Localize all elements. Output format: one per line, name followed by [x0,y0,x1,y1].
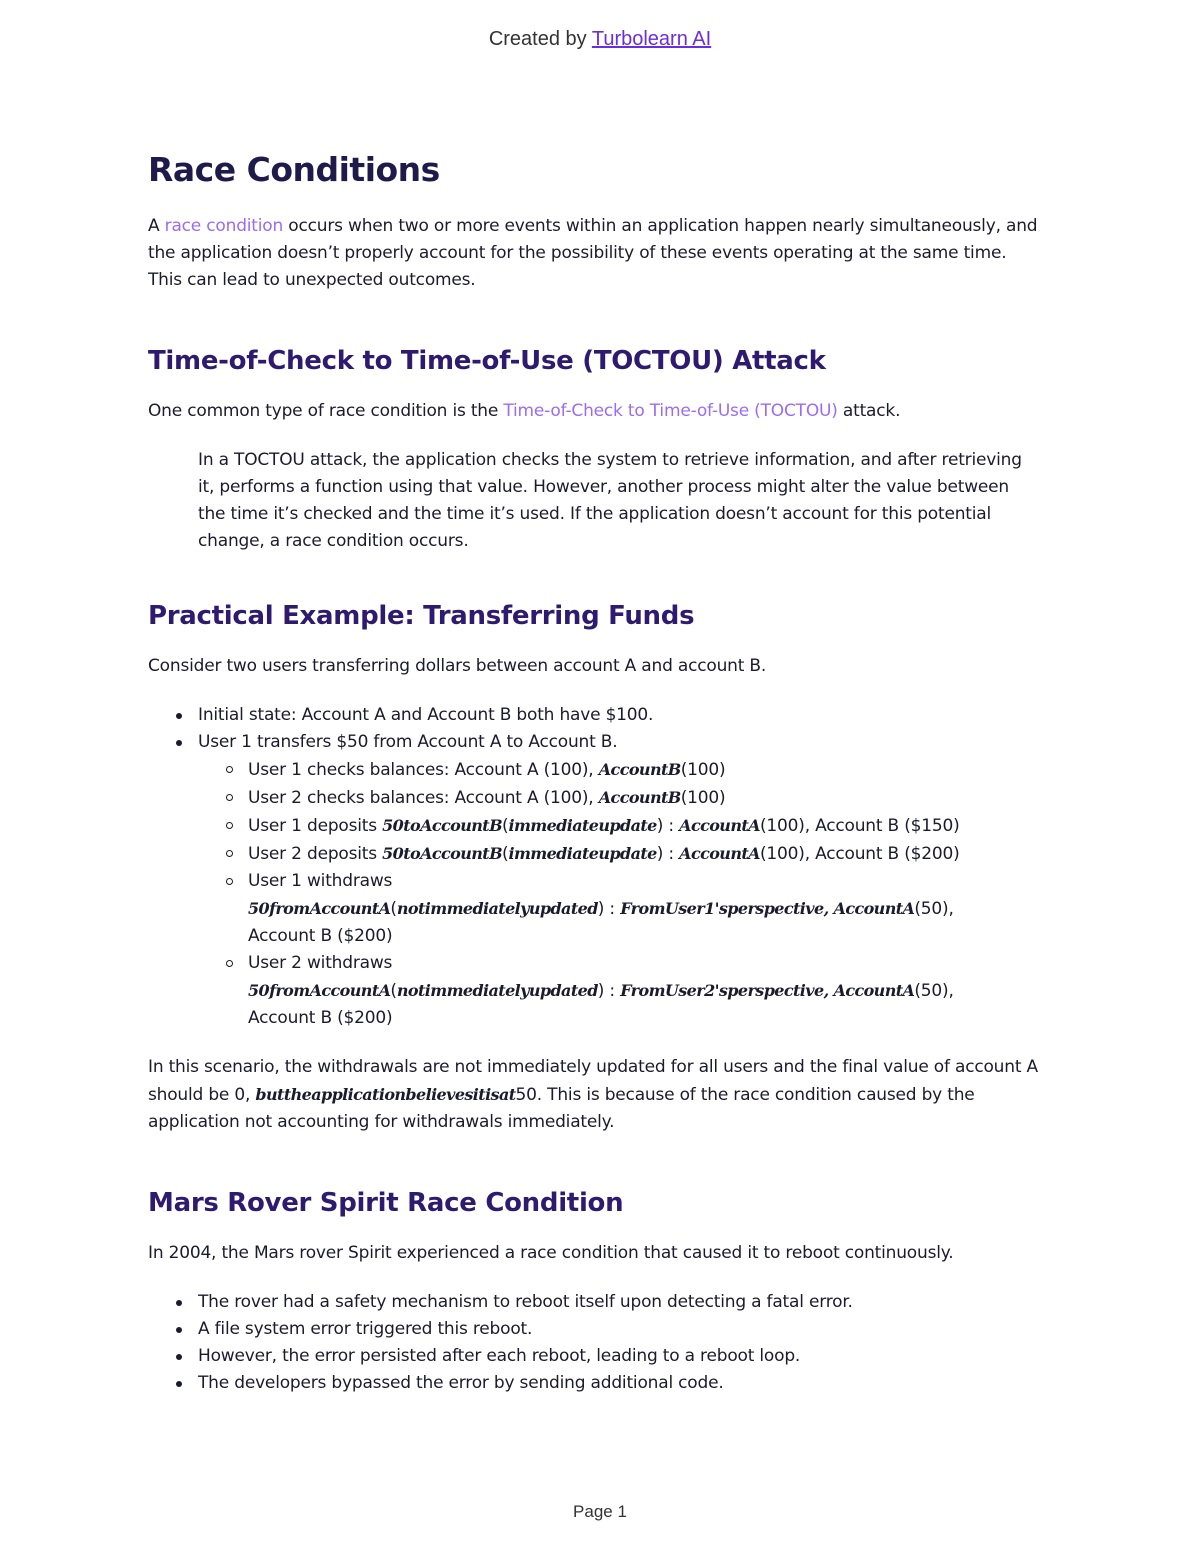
intro-rest: occurs when two or more events within an application happen nearly simultaneously, and the application doesn’t properly account for the possibility of these events operating at the same time. This can lead to unexpected outcomes. [148,216,1038,290]
text: ( [502,844,509,864]
page-number: Page 1 [573,1502,627,1521]
math: FromUser2'sperspective, AccountA [620,981,915,1000]
math: 50toAccountB [382,844,503,863]
math: FromUser1'sperspective, AccountA [620,899,915,918]
text: User 1 withdraws [248,871,393,891]
mars-heading: Mars Rover Spirit Race Condition [148,1188,624,1218]
toctou-blockquote: In a TOCTOU attack, the application checks the system to retrieve information, and after retrieving it, performs a function using that value. However, another process might alter the value between the time it’s checked and the time it’s used. If the application doesn’t account for this potential change, a race condition occurs. [198,450,1022,551]
text: ) : [597,899,615,919]
text: User 1 checks balances: Account A (100), [248,760,594,780]
text: 50. This is because of the race condition caused by the application not accounting for withdrawals immediately. [148,1085,975,1132]
list-item-initial-state: Initial state: Account A and Account B both have $100. [198,702,1038,729]
text: User 2 withdraws [248,953,393,973]
intro-paragraph [148,213,1038,294]
sublist-item-user2-deposits [248,840,1038,868]
document-body [148,150,1038,1397]
list-item: A file system error triggered this reboot. [198,1316,1038,1343]
page-header [0,28,1200,51]
text: ( [390,899,397,919]
turbolearn-link[interactable]: Turbolearn AI [591,28,712,50]
intro-a: A [148,216,160,236]
text: User 2 deposits [248,844,377,864]
sublist-item-user2-checks [248,784,1038,812]
sublist-item-user2-withdraws [248,950,1038,1032]
text: User 2 checks balances: Account A (100), [248,788,594,808]
math: 50fromAccountA [248,981,391,1000]
text: Account B ($200) [248,926,393,946]
example-intro: Consider two users transferring dollars between account A and account B. [148,656,767,676]
math: AccountA [679,844,760,863]
text: (100) [680,760,726,780]
example-heading: Practical Example: Transferring Funds [148,601,695,631]
toctou-term: Time-of-Check to Time-of-Use (TOCTOU) [503,401,838,421]
math: buttheapplicationbelievesitisat [255,1085,516,1104]
math: notimmediatelyupdated [396,981,598,1000]
list-item-user1-transfer [198,729,1038,1032]
list-item: The rover had a safety mechanism to reboot itself upon detecting a fatal error. [198,1289,1038,1316]
toctou-heading: Time-of-Check to Time-of-Use (TOCTOU) Attack [148,346,826,376]
text: ) : [656,844,674,864]
list-item: However, the error persisted after each reboot, leading to a reboot loop. [198,1343,1038,1370]
header-prefix: Created by [488,28,587,50]
math: AccountB [598,760,681,779]
toctou-paragraph [148,398,1038,425]
text: ( [390,981,397,1001]
toctou-after: attack. [842,401,901,421]
math: immediateupdate [508,816,657,835]
text: (50), [914,899,954,919]
sublist-item-user1-checks [248,756,1038,784]
math: AccountB [598,788,681,807]
sublist-item-user1-withdraws [248,868,1038,950]
list-item: The developers bypassed the error by sending additional code. [198,1370,1038,1397]
math: 50toAccountB [382,816,503,835]
mars-list [198,1289,1038,1397]
math: 50fromAccountA [248,899,391,918]
example-list [198,702,1038,1032]
text: (50), [914,981,954,1001]
race-condition-term: race condition [164,216,284,236]
text: (100), Account B ($200) [759,844,960,864]
example-sublist [248,756,1038,1032]
page-title: Race Conditions [148,150,440,189]
sublist-item-user1-deposits [248,812,1038,840]
math: notimmediatelyupdated [396,899,598,918]
math: AccountA [679,816,760,835]
toctou-before: One common type of race condition is the [148,401,499,421]
text: In this scenario, the withdrawals are not immediately updated for all users and the final value of account A should be 0, [148,1057,1038,1105]
text: ) : [656,816,674,836]
list-item-label: User 1 transfers $50 from Account A to Account B. [198,732,618,752]
text: Account B ($200) [248,1008,393,1028]
text: (100), Account B ($150) [759,816,960,836]
math: immediateupdate [508,844,657,863]
text: ( [502,816,509,836]
mars-intro: In 2004, the Mars rover Spirit experienced a race condition that caused it to reboot continuously. [148,1243,954,1263]
example-closing-paragraph [148,1054,1038,1136]
text: ) : [597,981,615,1001]
text: (100) [680,788,726,808]
text: User 1 deposits [248,816,377,836]
